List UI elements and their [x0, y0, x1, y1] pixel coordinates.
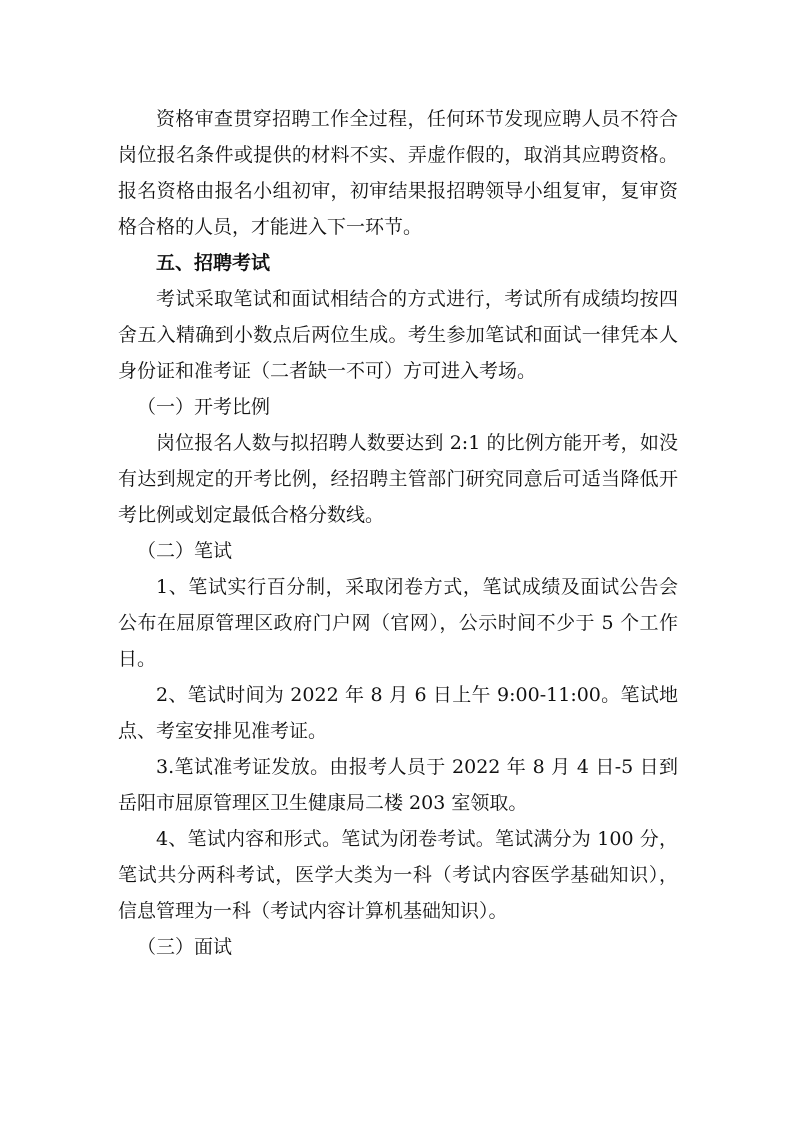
document-body: [118, 101, 678, 965]
paragraph-written-exam-4: 4、笔试内容和形式。笔试为闭卷考试。笔试满分为 100 分，笔试共分两科考试，医学大类为一科（考试内容医学基础知识），信息管理为一科（考试内容计算机基础知识）。: [118, 828, 678, 922]
subheading-written-exam: （二）笔试: [137, 540, 233, 562]
paragraph-exam-ratio: 岗位报名人数与拟招聘人数要达到 2:1 的比例方能开考，如没有达到规定的开考比例，经招聘主管部门研究同意后可适当降低开考比例或划定最低合格分数线。: [118, 432, 678, 526]
subheading-exam-ratio: （一）开考比例: [137, 396, 271, 418]
subheading-interview: （三）面试: [137, 936, 233, 958]
paragraph-written-exam-2: 2、笔试时间为 2022 年 8 月 6 日上午 9:00-11:00。笔试地点、考室安排见准考证。: [118, 684, 678, 742]
paragraph-written-exam-1: 1、笔试实行百分制，采取闭卷方式，笔试成绩及面试公告会公布在屈原管理区政府门户网（官网），公示时间不少于 5 个工作日。: [118, 576, 678, 670]
paragraph-written-exam-3: 3.笔试准考证发放。由报考人员于 2022 年 8 月 4 日-5 日到岳阳市屈原管理区卫生健康局二楼 203 室领取。: [118, 756, 678, 814]
paragraph-exam-method: 考试采取笔试和面试相结合的方式进行，考试所有成绩均按四舍五入精确到小数点后两位生成。考生参加笔试和面试一律凭本人身份证和准考证（二者缺一不可）方可进入考场。: [118, 288, 678, 382]
paragraph-qualification-review: 资格审查贯穿招聘工作全过程，任何环节发现应聘人员不符合岗位报名条件或提供的材料不实、弄虚作假的，取消其应聘资格。报名资格由报名小组初审，初审结果报招聘领导小组复审，复审资格合格的人员，才能进入下一环节。: [118, 108, 678, 238]
section-heading-exam: 五、招聘考试: [156, 252, 271, 274]
